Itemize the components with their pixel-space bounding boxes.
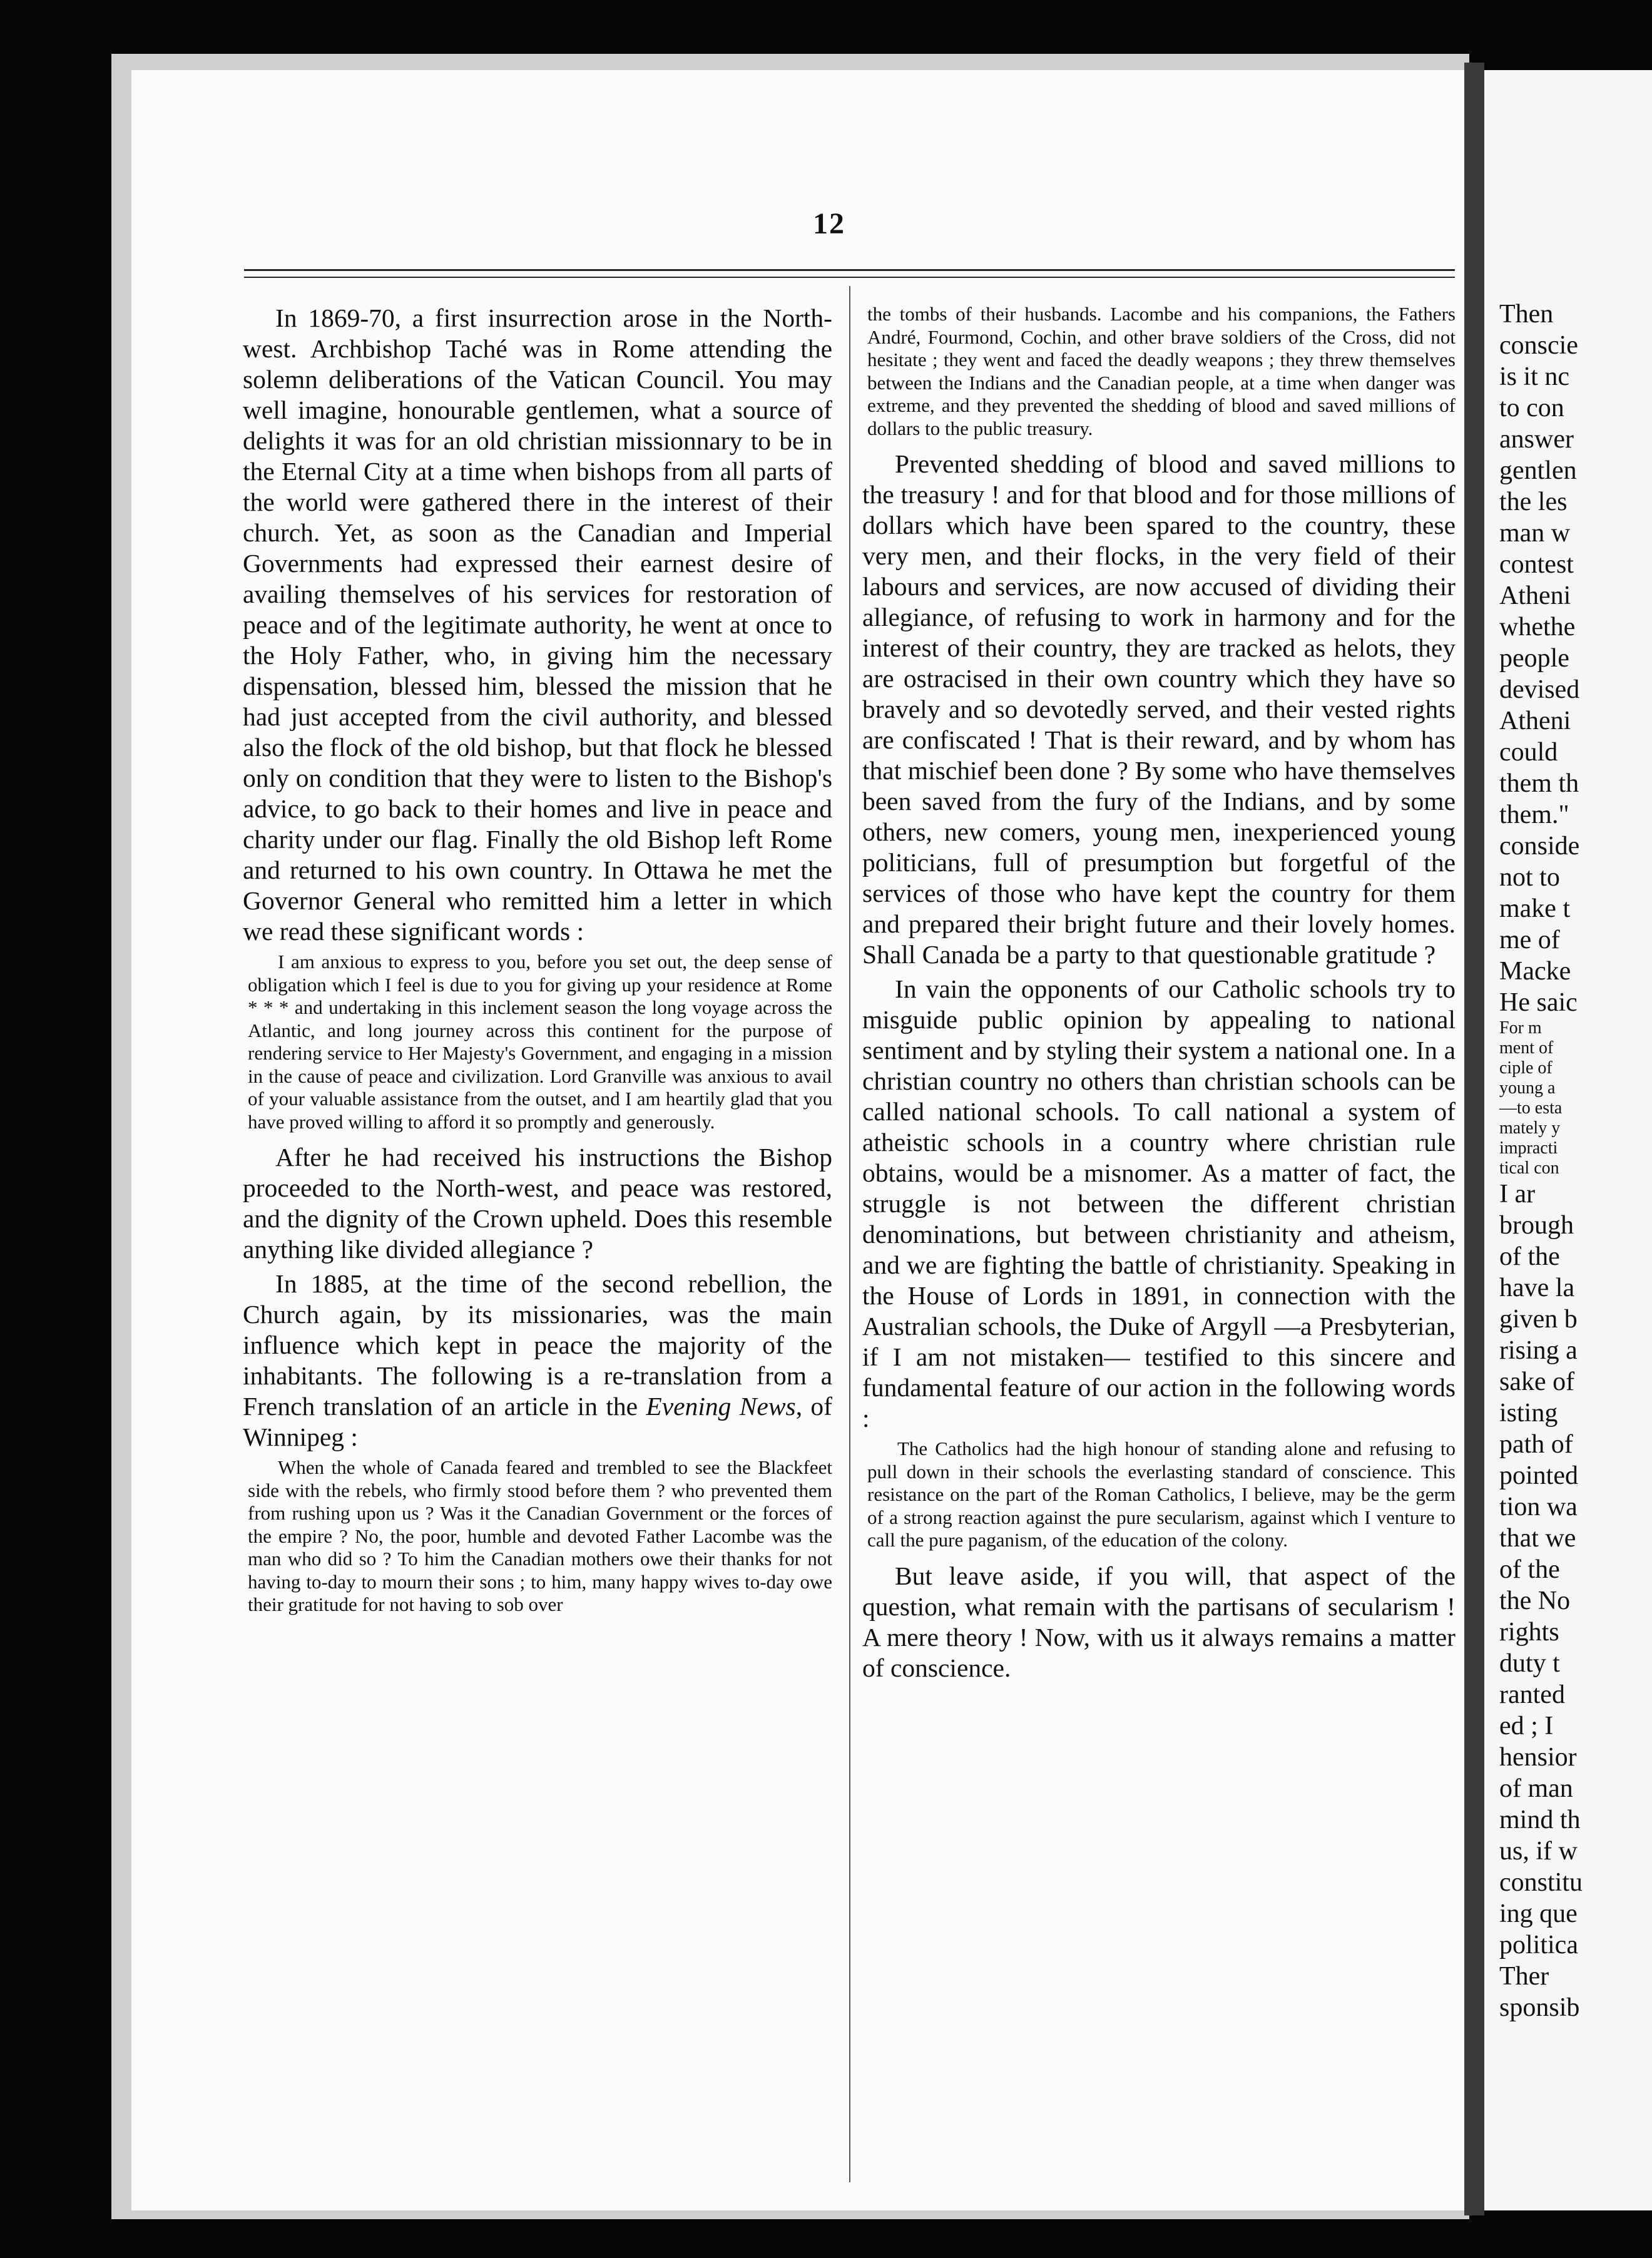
adjacent-page-line: of man [1499, 1774, 1573, 1803]
adjacent-page [1484, 70, 1652, 2210]
adjacent-page-line: make t [1499, 894, 1571, 923]
adjacent-page-line: constitu [1499, 1868, 1583, 1897]
adjacent-page-line: He saic [1499, 988, 1578, 1017]
adjacent-page-line: conside [1499, 832, 1580, 861]
adjacent-page-line: impracti [1499, 1138, 1558, 1158]
adjacent-page-line: sake of [1499, 1367, 1575, 1396]
adjacent-page-line: Atheni [1499, 707, 1571, 735]
adjacent-page-line: isting [1499, 1399, 1558, 1428]
adjacent-page-line: them." [1499, 800, 1569, 829]
paragraph: Prevented shedding of blood and saved millions to the treasury ! and for that blood and for those millions of dollars which have been spared to the country, these very men, and their flocks, in the very field of their labours and services, are now accused of dividing their allegiance, of refusing to work in harmony and for the interest of their country, they are tracked as helots, they are ostracised in their own country which they have so bravely and so devotedly served, and their vested rights are confiscated ! That is their reward, and by whom has that mischief been done ? By some who have themselves been saved from the fury of the Indians, and by some others, new comers, young men, inexperienced young politicians, full of presumption but forgetful of the services of those who have kept the country for them and prepared their bright future and their lovely homes. Shall Canada be a party to that questionable gratitude ? [862, 449, 1456, 969]
adjacent-page-line: answer [1499, 425, 1574, 454]
adjacent-page-line: mately y [1499, 1118, 1561, 1138]
paragraph-text: In 1885, at the time of the second rebellion, the Church again, by its missionaries, was the main influence which kept in peace the majority of the inhabitants. The following is a re-translation from a French translation of an article in the [243, 1269, 832, 1421]
column-divider [849, 286, 850, 2182]
header-rule-double [244, 277, 1455, 278]
adjacent-page-line: man w [1499, 519, 1571, 548]
adjacent-page-line: Atheni [1499, 581, 1571, 610]
adjacent-page-line: ciple of [1499, 1058, 1553, 1078]
adjacent-page-line: For m [1499, 1018, 1542, 1038]
adjacent-page-line: ed ; I [1499, 1712, 1554, 1740]
page-number: 12 [813, 207, 845, 240]
adjacent-page-line: the les [1499, 488, 1568, 516]
adjacent-page-line: us, if w [1499, 1837, 1578, 1866]
adjacent-page-line: path of [1499, 1430, 1573, 1459]
adjacent-page-line: brough [1499, 1211, 1574, 1240]
adjacent-page-line: people [1499, 644, 1569, 673]
adjacent-page-line: contest [1499, 550, 1574, 579]
adjacent-page-line: the No [1499, 1586, 1571, 1615]
adjacent-page-line: mind th [1499, 1806, 1581, 1834]
adjacent-page-line: whethe [1499, 613, 1576, 641]
block-quote: I am anxious to express to you, before you set out, the deep sense of obligation which I feel is due to you for giving up your residence at Rome * * * and undertaking in this inclement season the long voyage across the Atlantic, and long journey across this continent for the purpose of rendering service to Her Majesty's Government, and engaging in a mission in the cause of peace and civilization. Lord Granville was anxious to avail of your valuable assistance from the outset, and I am heartily glad that you have proved willing to afford it so promptly and generously. [248, 951, 832, 1133]
adjacent-page-line: tion wa [1499, 1493, 1578, 1521]
adjacent-page-line: could [1499, 738, 1558, 767]
adjacent-page-line: —to esta [1499, 1098, 1563, 1118]
adjacent-page-line: politica [1499, 1931, 1578, 1959]
adjacent-page-line: of the [1499, 1555, 1560, 1584]
adjacent-page-line: conscie [1499, 331, 1578, 360]
adjacent-page-line: ranted [1499, 1680, 1565, 1709]
adjacent-page-line: ment of [1499, 1038, 1554, 1058]
adjacent-page-line: given b [1499, 1305, 1578, 1334]
adjacent-page-line: young a [1499, 1078, 1556, 1098]
adjacent-page-line: gentlen [1499, 456, 1577, 485]
adjacent-page-line: Macke [1499, 957, 1571, 986]
adjacent-page-line: to con [1499, 394, 1564, 422]
header-rule [244, 269, 1455, 271]
publication-title: Evening News [646, 1392, 796, 1421]
block-quote: When the whole of Canada feared and trembled to see the Blackfeet side with the rebels, who firmly stood before them ? who prevented them from rushing upon us ? Was it the Canadian Government or the forces of the empire ? No, the poor, humble and devoted Father Lacombe was the man who did so ? To him the Canadian mothers owe their thanks for not having to-day to mourn their sons ; to him, many happy wives to-day owe their gratitude for not having to sob over [248, 1456, 832, 1615]
adjacent-page-line: not to [1499, 863, 1560, 892]
adjacent-page-line: is it nc [1499, 362, 1569, 391]
left-column [243, 303, 832, 1625]
paragraph: But leave aside, if you will, that aspect of the question, what remain with the partisans of secularism ! A mere theory ! Now, with us it always remains a matter of conscience. [862, 1561, 1456, 1682]
right-column [862, 303, 1456, 1687]
adjacent-page-line: tical con [1499, 1158, 1559, 1178]
paragraph: In 1869-70, a first insurrection arose in the North-west. Archbishop Taché was in Rome attending the solemn deliberations of the Vatican Council. You may well imagine, honourable gentlemen, what a source of delights it was for an old christian missionnary to be in the Eternal City at a time when bishops from all parts of the world were gathered there in the interest of their church. Yet, as soon as the Canadian and Imperial Governments had expressed their earnest desire of availing themselves of his services for restoration of peace and of the legitimate authority, he went at once to the Holy Father, who, in giving him the necessary dispensation, blessed him, blessed the mission that he had just accepted from the civil authority, and blessed also the flock of the old bishop, but that flock he blessed only on condition that they were to listen to the Bishop's advice, to go back to their homes and live in peace and charity under our flag. Finally the old Bishop left Rome and returned to his own country. In Ottawa he met the Governor General who remitted him a letter in which we read these significant words : [243, 304, 832, 946]
paragraph-text: , of Winnipeg : [243, 1392, 833, 1451]
block-quote-continued: the tombs of their husbands. Lacombe and his companions, the Fathers André, Fourmond, Cochin, and other brave soldiers of the Cross, did not hesitate ; they went and faced the deadly weapons ; they threw themselves between the Indians and the Canadian people, at a time when danger was extreme, and they prevented the shedding of blood and saved millions of dollars to the public treasury. [867, 303, 1456, 439]
adjacent-page-line: them th [1499, 769, 1579, 798]
adjacent-page-line: devised [1499, 675, 1580, 704]
adjacent-page-line: that we [1499, 1524, 1576, 1553]
paragraph [243, 1269, 832, 1453]
block-quote: The Catholics had the high honour of standing alone and refusing to pull down in their schools the everlasting standard of conscience. This resistance on the part of the Roman Catholics, I believe, may be the germ of a strong reaction against the pure secularism, against which I venture to call the pure paganism, of the education of the colony. [867, 1438, 1456, 1551]
adjacent-page-line: of the [1499, 1242, 1560, 1271]
adjacent-page-line: rights [1499, 1618, 1559, 1647]
adjacent-page-line: pointed [1499, 1461, 1578, 1490]
document-page [131, 70, 1464, 2210]
adjacent-page-line: rising a [1499, 1336, 1578, 1365]
adjacent-page-line: Then [1499, 300, 1554, 329]
adjacent-page-line: hensior [1499, 1743, 1577, 1772]
adjacent-page-line: duty t [1499, 1649, 1560, 1678]
adjacent-page-line: I ar [1499, 1180, 1536, 1208]
adjacent-page-line: Ther [1499, 1962, 1549, 1991]
adjacent-page-text [1499, 299, 1652, 2023]
adjacent-page-line: have la [1499, 1274, 1575, 1302]
adjacent-page-line: sponsib [1499, 1993, 1580, 2022]
adjacent-page-line: ing que [1499, 1899, 1578, 1928]
paragraph: After he had received his instructions the Bishop proceeded to the North-west, and peace was restored, and the dignity of the Crown upheld. Does this resemble anything like divided allegiance ? [243, 1143, 832, 1264]
book-gutter [1464, 63, 1484, 2215]
paragraph: In vain the opponents of our Catholic schools try to misguide public opinion by appealing to national sentiment and by styling their system a national one. In a christian country no others than christian schools can be called national schools. To call national a system of atheistic schools in a country where christian rule obtains, would be a misnomer. As a matter of fact, the struggle is not between the different christian denominations, but between christianity and atheism, and we are fighting the battle of christianity. Speaking in the House of Lords in 1891, in connection with the Australian schools, the Duke of Argyll —a Presbyterian, if I am not mistaken— testified to this sincere and fundamental feature of our action in the following words : [862, 974, 1456, 1433]
adjacent-page-line: me of [1499, 926, 1560, 954]
